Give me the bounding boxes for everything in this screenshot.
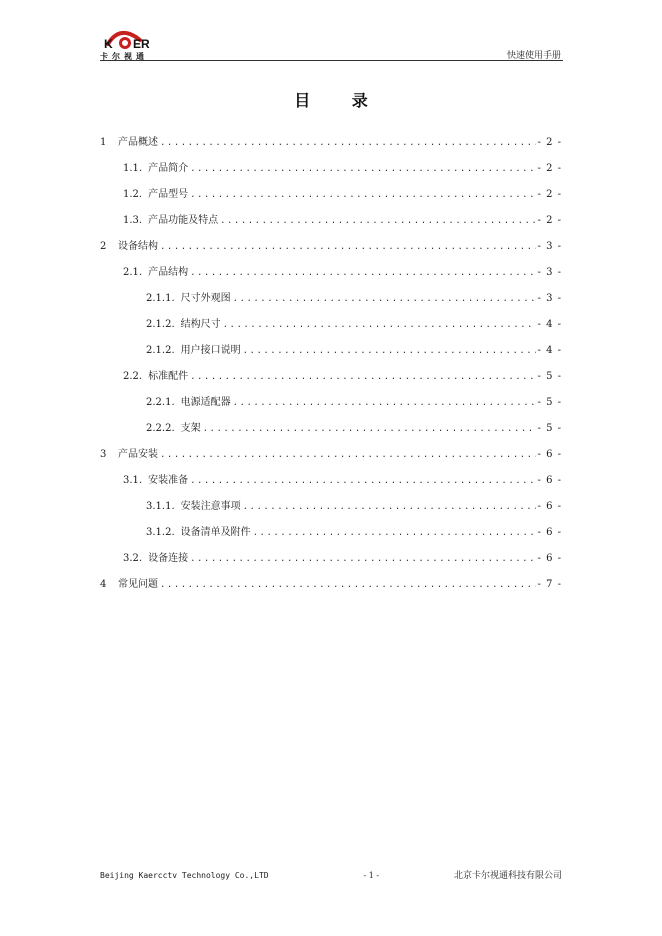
toc-leader-dots <box>160 136 536 150</box>
toc-leader-dots <box>203 422 536 436</box>
footer-company-cn: 北京卡尔视通科技有限公司 <box>453 871 562 881</box>
toc-leader-dots <box>160 240 536 254</box>
toc-entry-page: - 6 - <box>537 527 562 538</box>
toc-leader-dots <box>190 474 535 488</box>
toc-entry[interactable] <box>100 318 562 344</box>
toc-entry-page: - 6 - <box>537 449 562 460</box>
toc-leader-dots <box>220 214 535 228</box>
toc-leader-dots <box>233 292 536 306</box>
toc-entry-title: 结构尺寸 <box>180 319 221 330</box>
toc-entry-title: 设备结构 <box>118 241 158 252</box>
toc-leader-dots <box>233 396 536 410</box>
toc-entry-page: - 2 - <box>537 215 562 226</box>
toc-entry-page: - 7 - <box>537 579 562 590</box>
svg-text:K: K <box>104 37 113 50</box>
toc-entry[interactable] <box>100 422 562 448</box>
toc-entry-number: 3.1. <box>123 475 143 486</box>
page-footer <box>100 868 562 881</box>
footer-company-en: Beijing Kaercctv Technology Co.,LTD <box>100 871 269 880</box>
toc-entry[interactable] <box>100 474 562 500</box>
toc-entry-page: - 2 - <box>537 189 562 200</box>
toc-entry-page: - 5 - <box>537 397 562 408</box>
toc-entry-number: 2.1.2. <box>146 345 175 356</box>
toc-entry-title: 产品概述 <box>118 137 158 148</box>
toc-entry-number: 2.2.2. <box>146 423 175 434</box>
toc-entry-page: - 3 - <box>537 241 562 252</box>
toc-entry[interactable] <box>100 292 562 318</box>
kaer-logo-mark <box>100 26 162 50</box>
toc-entry-page: - 3 - <box>537 267 562 278</box>
toc-entry[interactable] <box>100 266 562 292</box>
toc-entry-page: - 4 - <box>537 319 562 330</box>
toc-entry-number: 3.1.2. <box>146 527 175 538</box>
toc-entry[interactable] <box>100 526 562 552</box>
toc-entry-number: 2.2.1. <box>146 397 175 408</box>
toc-entry-page: - 3 - <box>537 293 562 304</box>
toc-entry[interactable] <box>100 552 562 578</box>
toc-entry[interactable] <box>100 162 562 188</box>
toc-leader-dots <box>190 266 535 280</box>
toc-entry-number: 2.2. <box>123 371 143 382</box>
toc-entry-page: - 2 - <box>537 163 562 174</box>
toc-leader-dots <box>190 188 535 202</box>
toc-entry-number: 2.1.1. <box>146 293 175 304</box>
toc-entry[interactable] <box>100 188 562 214</box>
toc-leader-dots <box>243 344 536 358</box>
toc-entry-title: 产品功能及特点 <box>148 215 219 226</box>
toc-entry-page: - 2 - <box>537 137 562 148</box>
toc-leader-dots <box>243 500 536 514</box>
toc-leader-dots <box>223 318 536 332</box>
toc-leader-dots <box>190 162 535 176</box>
toc-entry-number: 2 <box>100 241 107 252</box>
toc-leader-dots <box>253 526 536 540</box>
toc-entry[interactable] <box>100 136 562 162</box>
header-divider <box>100 60 563 61</box>
toc-entry-title: 常见问题 <box>118 579 158 590</box>
toc-entry-page: - 4 - <box>537 345 562 356</box>
svg-text:ER: ER <box>133 37 150 50</box>
toc-leader-dots <box>160 578 536 592</box>
toc-entry-number: 3 <box>100 449 107 460</box>
toc-entry[interactable] <box>100 448 562 474</box>
toc-entry[interactable] <box>100 344 562 370</box>
toc-entry-title: 电源适配器 <box>180 397 231 408</box>
toc-entry[interactable] <box>100 214 562 240</box>
toc-entry-title: 产品结构 <box>148 267 189 278</box>
toc-entry-title: 产品简介 <box>148 163 189 174</box>
header-doc-title: 快速使用手册 <box>506 51 561 61</box>
toc-entry-number: 2.1. <box>123 267 143 278</box>
toc-entry-title: 支架 <box>180 423 201 434</box>
toc-leader-dots <box>190 370 535 384</box>
toc-entry-page: - 5 - <box>537 371 562 382</box>
toc-entry-title: 尺寸外观图 <box>180 293 231 304</box>
toc-entry-title: 安装准备 <box>148 475 189 486</box>
toc-entry[interactable] <box>100 578 562 604</box>
table-of-contents <box>100 136 562 604</box>
toc-entry-number: 1.2. <box>123 189 143 200</box>
toc-entry-number: 1.1. <box>123 163 143 174</box>
toc-entry-title: 产品安装 <box>118 449 158 460</box>
toc-entry-number: 1 <box>100 137 107 148</box>
toc-entry-number: 3.2. <box>123 553 143 564</box>
toc-entry-number: 4 <box>100 579 107 590</box>
toc-entry[interactable] <box>100 240 562 266</box>
toc-entry-title: 用户接口说明 <box>180 345 241 356</box>
page-title: 目 录 <box>294 91 386 110</box>
toc-entry[interactable] <box>100 396 562 422</box>
toc-entry-page: - 6 - <box>537 553 562 564</box>
toc-entry-title: 设备清单及附件 <box>180 527 251 538</box>
toc-leader-dots <box>160 448 536 462</box>
toc-entry-page: - 6 - <box>537 475 562 486</box>
toc-entry-title: 设备连接 <box>148 553 189 564</box>
toc-entry[interactable] <box>100 370 562 396</box>
toc-entry-title: 安装注意事项 <box>180 501 241 512</box>
company-logo <box>100 26 162 62</box>
toc-entry-title: 产品型号 <box>148 189 189 200</box>
toc-entry-number: 3.1.1. <box>146 501 175 512</box>
toc-leader-dots <box>190 552 535 566</box>
toc-entry[interactable] <box>100 500 562 526</box>
toc-entry-page: - 5 - <box>537 423 562 434</box>
toc-entry-number: 2.1.2. <box>146 319 175 330</box>
toc-entry-title: 标准配件 <box>148 371 189 382</box>
logo-chinese-name: 卡尔视通 <box>100 52 148 61</box>
toc-entry-number: 1.3. <box>123 215 143 226</box>
toc-entry-page: - 6 - <box>537 501 562 512</box>
footer-page-number: - 1 - <box>363 871 380 880</box>
